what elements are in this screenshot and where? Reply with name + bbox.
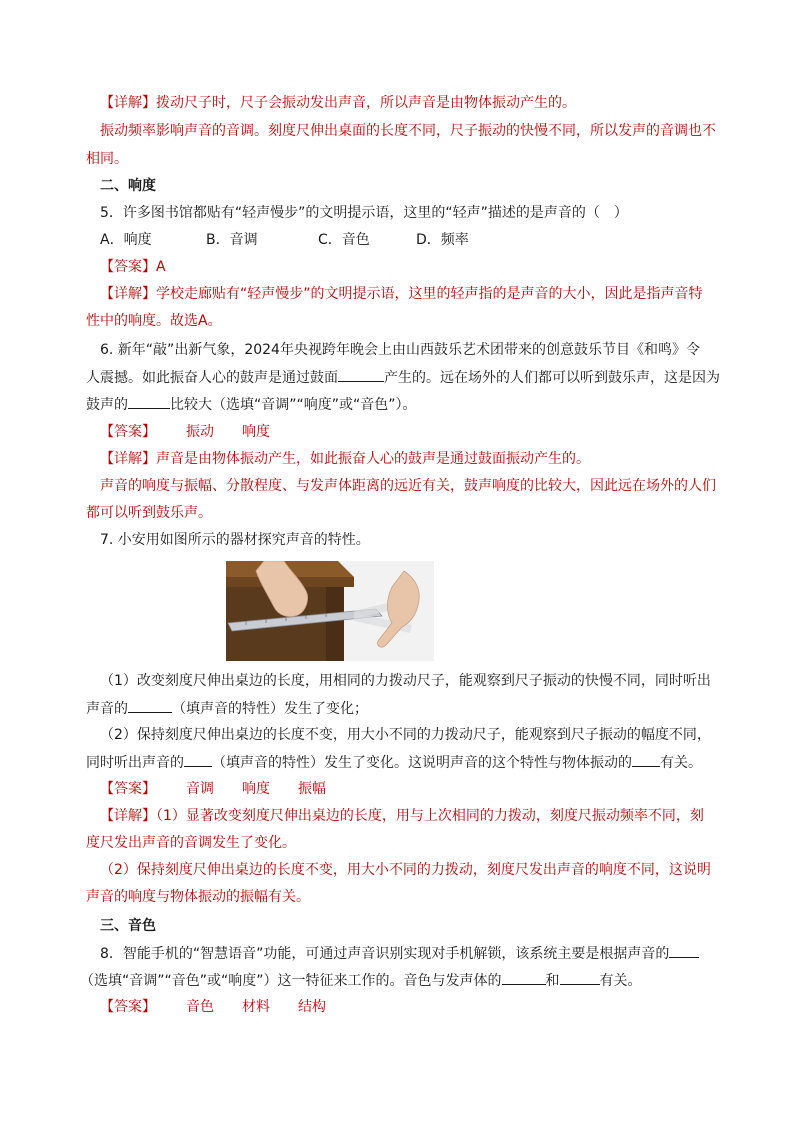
q7-blank-3 [632,752,660,767]
detail-tag: 【详解】 [100,286,156,302]
q6-line3-a: 鼓声的 [86,397,128,413]
q5-answer [100,257,166,277]
q5-detail-text1: 学校走廊贴有“轻声慢步”的文明提示语，这里的轻声指的是声音的大小，因此是指声音特 [156,286,703,302]
answer-tag: 【答案】 [100,999,156,1015]
q5-option-d: D．频率 [416,232,469,248]
q6-line3-b: 比较大（选填“音调”“响度”或“音色”）。 [170,397,417,413]
q6-line1: 6. 新年“敲”出新气象，2024年央视跨年晚会上由山西鼓乐艺术团带来的创意鼓乐节目《和鸣》令 [100,342,700,358]
q8-answer-2: 材料 [242,999,270,1015]
q6-blank-1 [338,367,384,382]
q5-option-a: A．响度 [100,232,152,248]
q8-answer [100,997,326,1017]
q6-detail-line1 [100,449,590,469]
q6-detail-line2: 声音的响度与振幅、分散程度、与发声体距离的远近有关，鼓声响度的比较大，因此远在场外的人们 [100,478,716,494]
q7-part1-line1: （1）改变刻度尺伸出桌边的长度，用相同的力拨动尺子，能观察到尺子振动的快慢不同，同时听出 [100,673,711,689]
q5-detail-line2: 性中的响度。故选A。 [86,313,222,329]
q5-options [100,230,469,250]
q6-line2 [86,367,720,388]
ruler-experiment-figure [226,561,434,661]
q8-line1-a: 8．智能手机的“智慧语音”功能，可通过声音识别实现对手机解锁，该系统主要是根据声音的 [100,946,670,962]
answer-tag: 【答案】 [100,259,156,275]
q5-detail-line1 [100,284,703,304]
detail-tag: 【详解】 [100,95,156,111]
detail-tag: 【详解】 [100,808,156,824]
q7-part1-line2-b: （填声音的特性）发生了变化； [172,701,368,717]
q6-blank-2 [128,394,170,409]
q7-stem: 7. 小安用如图所示的器材探究声音的特性。 [100,532,370,548]
q6-line2-b: 产生的。远在场外的人们都可以听到鼓乐声，这是因为 [384,370,720,386]
q8-line2-c: 有关。 [599,973,642,989]
q7-part2-line2-b: （填声音的特性）发生了变化。这说明声音的这个特性与物体振动的 [212,755,632,771]
q4-detail-text1: 拨动尺子时，尺子会振动发出声音，所以声音是由物体振动产生的。 [156,95,576,111]
q7-part1-line2-a: 声音的 [86,701,128,717]
q6-detail-text1: 声音是由物体振动产生，如此振奋人心的鼓声是通过鼓面振动产生的。 [156,451,590,467]
q6-answer-2: 响度 [242,424,270,440]
q7-detail-line3: （2）保持刻度尺伸出桌边的长度不变，用大小不同的力拨动，刻度尺发出声音的响度不同，这说明 [100,862,711,878]
q5-option-c: C．音色 [318,232,370,248]
q5-answer-value: A [156,259,166,275]
answer-tag: 【答案】 [100,781,156,797]
q8-line2 [80,970,642,991]
q7-part2-line2-c: 有关。 [660,755,702,771]
detail-tag: 【详解】 [100,451,156,467]
q7-detail-text1: （1）显著改变刻度尺伸出桌边的长度，用与上次相同的力拨动，刻度尺振动频率不同，刻 [156,808,704,824]
q7-answer-1: 音调 [186,781,214,797]
q8-blank-3 [560,970,600,985]
q7-blank-2 [184,752,212,767]
q7-part1-line2 [86,698,368,719]
q6-line2-a: 人震撼。如此振奋人心的鼓声是通过鼓面 [86,370,338,386]
q6-answer-1: 振动 [186,424,214,440]
q7-detail-line2: 度尺发出声音的音调发生了变化。 [86,835,296,851]
q8-line1 [100,943,699,964]
q8-line2-b: 和 [545,973,560,989]
ruler-table-illustration [226,561,434,661]
section-title-loudness: 二、响度 [100,178,156,194]
q7-answer-3: 振幅 [298,781,326,797]
q7-detail-line4: 声音的响度与物体振动的振幅有关。 [86,889,310,905]
q8-answer-3: 结构 [298,999,326,1015]
q8-blank-1 [669,943,699,958]
q8-blank-2 [502,970,546,985]
q5-option-b: B．音调 [206,232,258,248]
q4-detail-line2: 振动频率影响声音的音调。刻度尺伸出桌面的长度不同，尺子振动的快慢不同，所以发声的音调也不 [100,123,716,139]
q8-line2-a: （选填“音调”“音色”或“响度”）这一特征来工作的。音色与发声体的 [80,973,502,989]
q4-detail-line3: 相同。 [86,151,128,167]
q5-stem: 5．许多图书馆都贴有“轻声慢步”的文明提示语，这里的“轻声”描述的是声音的（ ） [100,205,628,221]
section-title-timbre: 三、音色 [100,918,156,934]
q7-blank-1 [128,698,172,713]
q7-part2-line2 [86,752,702,773]
q7-part2-line2-a: 同时听出声音的 [86,755,184,771]
q7-detail-line1 [100,806,704,826]
q8-answer-1: 音色 [186,999,214,1015]
q4-detail-line1 [100,93,576,113]
q6-line3 [86,394,417,415]
q7-answer [100,779,326,799]
q7-answer-2: 响度 [242,781,270,797]
q6-detail-line3: 都可以听到鼓乐声。 [86,505,212,521]
answer-tag: 【答案】 [100,424,156,440]
q6-answer [100,422,270,442]
q7-part2-line1: （2）保持刻度尺伸出桌边的长度不变，用大小不同的力拨动尺子，能观察到尺子振动的幅度不同， [100,727,711,743]
